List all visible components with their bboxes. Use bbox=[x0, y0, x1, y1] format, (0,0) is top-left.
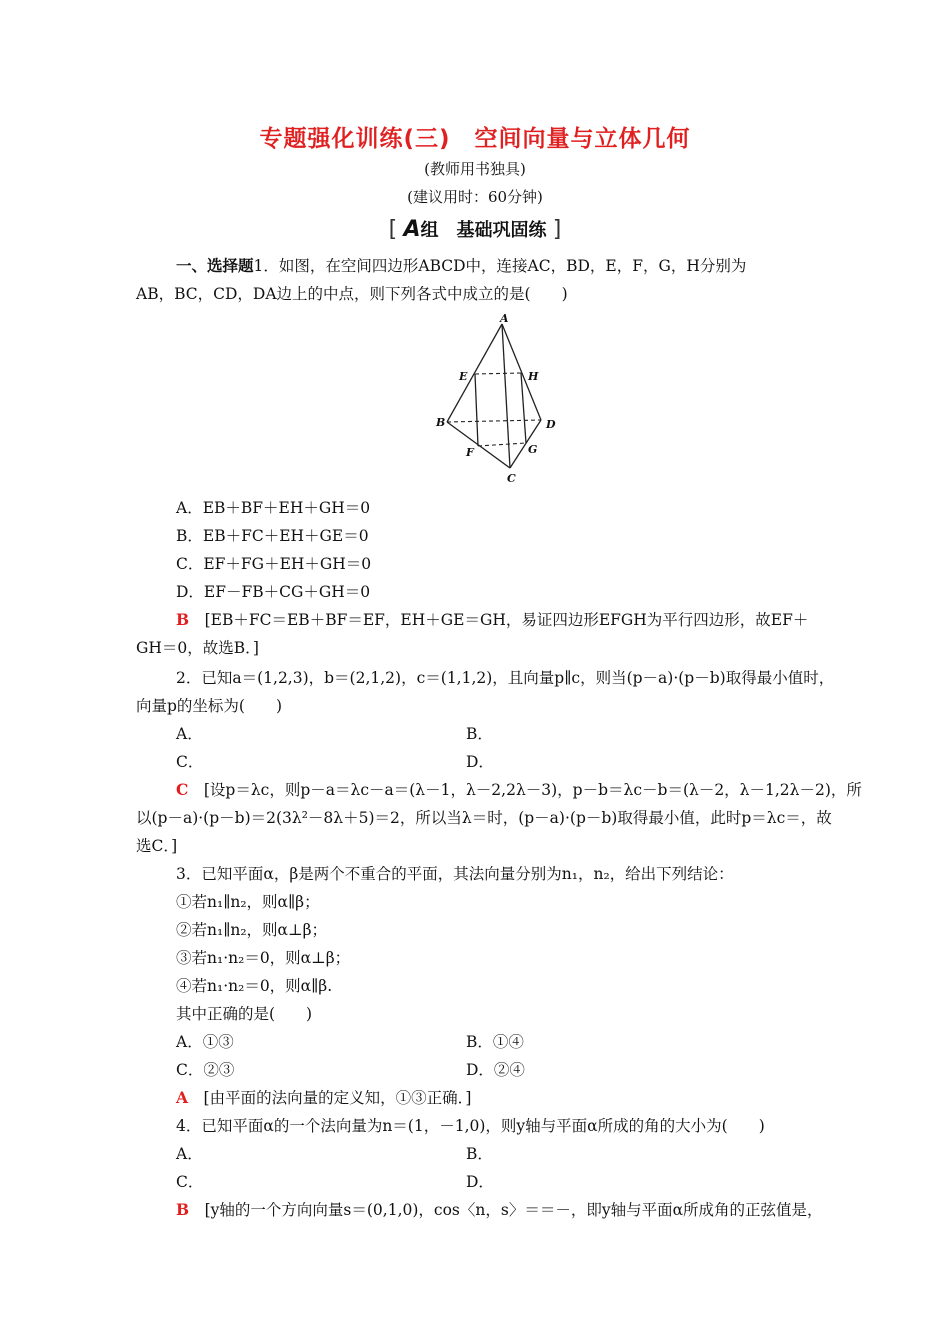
label-d: D bbox=[546, 418, 556, 431]
q4-option-b: B． bbox=[466, 1145, 493, 1163]
label-c: C bbox=[507, 472, 516, 485]
q3-option-a: A．①③ bbox=[176, 1033, 234, 1051]
q2-answer: C bbox=[176, 780, 189, 799]
edge-ab bbox=[447, 324, 502, 422]
q3-option-c: C．②③ bbox=[176, 1061, 235, 1079]
q2-explanation-cont: 以(p－a)·(p－b)＝2(3λ²－8λ＋5)＝2，所以当λ＝时，(p－a)·(p－b)取得最小值，此时p＝λc＝，故 bbox=[136, 809, 832, 827]
group-heading bbox=[0, 216, 950, 242]
group-text: 组 基础巩固练 bbox=[420, 220, 547, 241]
q2-option-c: C． bbox=[176, 753, 204, 771]
teacher-note: (教师用书独具) bbox=[424, 160, 526, 178]
q3-answer: A bbox=[176, 1088, 189, 1107]
q4-option-c: C． bbox=[176, 1173, 204, 1191]
edge-bd bbox=[447, 420, 541, 422]
label-a: A bbox=[500, 312, 509, 325]
q2-option-a: A． bbox=[176, 725, 203, 743]
label-g: G bbox=[528, 443, 538, 456]
q1-explanation-cont: GH＝0，故选B．] bbox=[136, 639, 259, 657]
q3-line1: 3．已知平面α，β是两个不重合的平面，其法向量分别为n₁，n₂，给出下列结论： bbox=[176, 865, 734, 883]
q4-answer: B bbox=[176, 1200, 190, 1219]
q2-explanation: C [设p＝λc，则p－a＝λc－a＝(λ－1，λ－2,2λ－3)，p－b＝λc－b＝(λ－2，λ－1,2λ－2)，所 bbox=[176, 780, 862, 799]
section-lead: 一、选择题 bbox=[176, 256, 254, 275]
edge-hg bbox=[521, 373, 526, 443]
group-bracket-open: [ bbox=[388, 217, 398, 242]
edge-eh bbox=[475, 373, 521, 374]
q3-option-b: B．①④ bbox=[466, 1033, 524, 1051]
q1-option-d: D．EF－FB＋CG＋GH＝0 bbox=[176, 583, 371, 601]
page-title: 专题强化训练(三) 空间向量与立体几何 bbox=[259, 126, 691, 152]
label-f: F bbox=[466, 446, 474, 459]
q3-item-4: ④若n₁·n₂＝0，则α∥β. bbox=[176, 977, 333, 995]
q2-line2: 向量p的坐标为( ) bbox=[136, 697, 283, 715]
edge-fg bbox=[478, 443, 526, 446]
q4-explanation: B [y轴的一个方向向量s＝(0,1,0)，cos〈n，s〉＝＝－，即y轴与平面α所成角的正弦值是， bbox=[176, 1200, 823, 1219]
label-h: H bbox=[528, 370, 539, 383]
q2-line1: 2．已知a＝(1,2,3)，b＝(2,1,2)，c＝(1,1,2)，且向量p∥c，则当(p－a)·(p－b)取得最小值时， bbox=[176, 669, 835, 687]
edge-ac bbox=[502, 324, 510, 468]
q2-option-d: D． bbox=[466, 753, 494, 771]
q1-answer: B bbox=[176, 610, 190, 629]
q4-line1: 4．已知平面α的一个法向量为n＝(1，－1,0)，则y轴与平面α所成的角的大小为( ) bbox=[176, 1117, 765, 1135]
label-e: E bbox=[459, 370, 468, 383]
group-letter: A bbox=[403, 217, 421, 242]
q1-line1: 一、选择题1．如图，在空间四边形ABCD中，连接AC，BD，E，F，G，H分别为 bbox=[176, 256, 747, 275]
q1-line2: AB，BC，CD，DA边上的中点，则下列各式中成立的是( ) bbox=[136, 285, 568, 303]
q3-explanation: A [由平面的法向量的定义知，①③正确．] bbox=[176, 1088, 472, 1107]
q2-explanation-end: 选C．] bbox=[136, 837, 178, 855]
time-suggestion: (建议用时：60分钟) bbox=[407, 188, 543, 206]
q1-option-b: B．EB＋FC＋EH＋GE＝0 bbox=[176, 527, 369, 545]
q3-item-2: ②若n₁∥n₂，则α⊥β； bbox=[176, 921, 328, 939]
q2-option-b: B． bbox=[466, 725, 493, 743]
label-b: B bbox=[436, 416, 446, 429]
q1-explanation: B [EB＋FC＝EB＋BF＝EF，EH＋GE＝GH，易证四边形EFGH为平行四边形，故EF＋ bbox=[176, 610, 809, 629]
edge-ef bbox=[475, 374, 478, 446]
q1-option-a: A．EB＋BF＋EH＋GH＝0 bbox=[176, 499, 371, 517]
q3-option-d: D．②④ bbox=[466, 1061, 525, 1079]
q3-item-1: ①若n₁∥n₂，则α∥β； bbox=[176, 893, 320, 911]
q1-option-c: C．EF＋FG＋EH＋GH＝0 bbox=[176, 555, 372, 573]
tetrahedron-figure bbox=[430, 310, 560, 485]
q4-option-d: D． bbox=[466, 1173, 494, 1191]
q4-option-a: A． bbox=[176, 1145, 203, 1163]
q3-item-3: ③若n₁·n₂＝0，则α⊥β； bbox=[176, 949, 351, 967]
q3-ask: 其中正确的是( ) bbox=[176, 1005, 313, 1023]
group-bracket-close: ] bbox=[552, 217, 562, 242]
